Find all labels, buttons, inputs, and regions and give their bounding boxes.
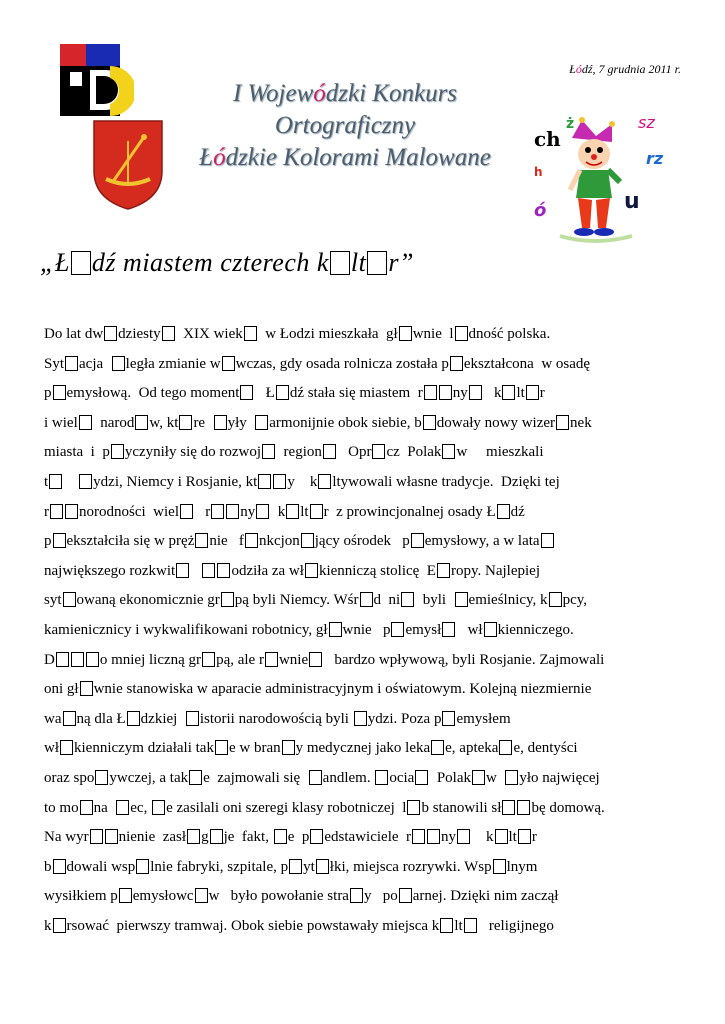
text-segment: e w bran: [228, 740, 281, 757]
text-segment: pą byli Niemcy. Wśr: [234, 592, 359, 609]
blank-box[interactable]: [286, 504, 299, 519]
letter-rz: rz: [646, 149, 664, 168]
text-segment: ny: [441, 829, 457, 846]
text-segment: ocia: [389, 769, 415, 786]
text-segment: kamienicznicy i wykwalifikowani robotnicy, gł: [44, 621, 328, 638]
text-segment: k: [44, 917, 52, 934]
text-segment: dzkiej: [140, 710, 185, 727]
blank-box[interactable]: [350, 888, 363, 903]
blank-box[interactable]: [360, 592, 373, 607]
blank-box[interactable]: [427, 829, 440, 844]
blank-box[interactable]: [499, 740, 512, 755]
text-segment: andlem.: [322, 769, 375, 786]
blank-box[interactable]: [423, 415, 436, 430]
text-line: [44, 675, 689, 705]
text-segment: y k: [287, 473, 318, 490]
text-segment: Ł: [254, 385, 275, 402]
text-segment: wnie p: [342, 621, 391, 638]
text-segment: Polak: [429, 769, 471, 786]
blank-box[interactable]: [65, 504, 78, 519]
text-segment: Syt: [44, 355, 65, 372]
title-line-3: Łódzkie Kolorami Malowane: [199, 144, 491, 171]
text-segment: emysł: [405, 621, 442, 638]
text-segment: b: [44, 858, 52, 875]
exercise-heading: „Ł dź miastem czterech k lt r”: [40, 248, 414, 277]
text-line: [44, 646, 689, 676]
blank-box[interactable]: [245, 533, 258, 548]
blank-box[interactable]: [244, 326, 257, 341]
text-line: [44, 705, 689, 735]
blank-box[interactable]: [289, 859, 302, 874]
blank-box[interactable]: [214, 415, 227, 430]
text-segment: dź stała się miastem r: [289, 385, 423, 402]
text-segment: w, kt: [149, 414, 179, 431]
text-segment: ny: [240, 503, 256, 520]
blank-box[interactable]: [329, 622, 342, 637]
text-line: [44, 438, 689, 468]
blank-box[interactable]: [442, 711, 455, 726]
blank-box[interactable]: [119, 888, 132, 903]
text-segment: nkcjon: [258, 533, 300, 550]
text-segment: dź: [510, 503, 525, 520]
blank-box[interactable]: [162, 326, 175, 341]
text-segment: w: [485, 769, 505, 786]
blank-box[interactable]: [309, 770, 322, 785]
blank-box[interactable]: [472, 770, 485, 785]
text-line: [44, 794, 689, 824]
blank-box[interactable]: [439, 385, 452, 400]
blank-box[interactable]: [455, 592, 468, 607]
text-segment: dowały nowy wizer: [436, 414, 556, 431]
text-segment: nienie zasł: [118, 829, 187, 846]
text-segment: je fakt,: [223, 829, 273, 846]
date: Łódź, 7 grudnia 2011 r.: [569, 62, 681, 76]
blank-box[interactable]: [518, 829, 531, 844]
blank-box[interactable]: [415, 770, 428, 785]
blank-box[interactable]: [323, 444, 336, 459]
blank-box[interactable]: [258, 474, 271, 489]
blank-box[interactable]: [440, 918, 453, 933]
blank-box[interactable]: [497, 504, 510, 519]
text-segment: yczyniły się do rozwoj: [124, 444, 262, 461]
blank-box[interactable]: [71, 652, 84, 667]
text-line: [44, 616, 689, 646]
text-segment: r: [539, 385, 545, 402]
blank-box[interactable]: [53, 533, 66, 548]
text-segment: d ni: [373, 592, 401, 609]
blank-box[interactable]: [541, 533, 554, 548]
text-segment: ny: [452, 385, 468, 402]
blank-box[interactable]: [282, 740, 295, 755]
text-segment: t: [44, 473, 49, 490]
text-line: [44, 912, 689, 942]
blank-box[interactable]: [195, 533, 208, 548]
text-segment: lnym: [506, 858, 538, 875]
blank-box[interactable]: [90, 829, 103, 844]
text-segment: wnie: [278, 651, 309, 668]
blank-box[interactable]: [63, 592, 76, 607]
text-line: [44, 320, 689, 350]
text-line: [44, 882, 689, 912]
blank-box[interactable]: [276, 385, 289, 400]
text-segment: norodności wiel: [79, 503, 179, 520]
blank-box[interactable]: [310, 829, 323, 844]
blank-box[interactable]: [86, 652, 99, 667]
blank-box[interactable]: [431, 740, 444, 755]
text-segment: Opr: [336, 444, 372, 461]
text-segment: D: [44, 651, 55, 668]
blank-box[interactable]: [273, 474, 286, 489]
blank-box[interactable]: [53, 918, 66, 933]
text-segment: bardzo wpływową, byli Rosjanie. Zajmowali: [323, 651, 605, 668]
letter-u: u: [624, 189, 640, 214]
text-segment: r: [193, 503, 211, 520]
text-segment: dziesty: [118, 326, 161, 342]
text-segment: i wiel: [44, 414, 78, 431]
blank-box[interactable]: [71, 251, 91, 275]
blank-box[interactable]: [424, 385, 437, 400]
text-segment: edstawiciele r: [324, 829, 412, 846]
blank-box[interactable]: [211, 504, 224, 519]
letter-z-dot: ż: [566, 116, 575, 132]
text-line: [44, 764, 689, 794]
text-segment: ropy. Najlepiej: [450, 562, 540, 579]
letter-ch: ch: [534, 127, 561, 151]
blank-box[interactable]: [411, 533, 424, 548]
blank-box[interactable]: [189, 770, 202, 785]
text-segment: lt: [300, 503, 309, 520]
text-segment: na: [93, 799, 116, 816]
blank-box[interactable]: [265, 652, 278, 667]
text-segment: armonijnie obok siebie, b: [269, 414, 422, 431]
blank-box[interactable]: [310, 504, 323, 519]
text-segment: bę domową.: [531, 799, 605, 816]
clown-illustration: [520, 112, 670, 247]
blank-box[interactable]: [135, 415, 148, 430]
blank-box[interactable]: [80, 681, 93, 696]
blank-box[interactable]: [442, 622, 455, 637]
text-segment: w Łodzi mieszkała gł: [257, 326, 398, 342]
text-segment: narod: [92, 414, 135, 431]
text-segment: Do lat dw: [44, 326, 104, 342]
text-segment: łki, miejsca rozrywki. Wsp: [329, 858, 492, 875]
text-segment: miasta i p: [44, 444, 110, 461]
text-segment: lt: [454, 917, 463, 934]
text-segment: wł: [44, 740, 59, 757]
letter-h: h: [534, 165, 543, 179]
blank-box[interactable]: [65, 356, 78, 371]
blank-box[interactable]: [372, 444, 385, 459]
text-segment: b stanowili sł: [421, 799, 502, 816]
blank-box[interactable]: [309, 652, 322, 667]
text-segment: e p: [287, 829, 310, 846]
text-segment: g: [201, 829, 209, 846]
text-segment: lt: [516, 385, 525, 402]
text-segment: wczas, gdy osada rolnicza została p: [235, 355, 449, 372]
text-segment: emysłową. Od tego moment: [66, 385, 240, 402]
text-segment: o mniej liczną gr: [99, 651, 202, 668]
text-line: [44, 586, 689, 616]
text-segment: k: [471, 829, 494, 846]
blank-box[interactable]: [56, 652, 69, 667]
blank-box[interactable]: [176, 563, 189, 578]
blank-box[interactable]: [63, 711, 76, 726]
text-segment: oraz spo: [44, 769, 95, 786]
text-segment: największego rozkwit: [44, 562, 176, 579]
coat-of-arms: [92, 119, 164, 211]
blank-box[interactable]: [210, 829, 223, 844]
blank-box[interactable]: [111, 444, 124, 459]
text-segment: kienniczym działali tak: [74, 740, 214, 757]
text-segment: p: [44, 533, 52, 550]
blank-box[interactable]: [549, 592, 562, 607]
blank-box[interactable]: [112, 356, 125, 371]
text-segment: w mieszkali: [456, 444, 544, 461]
blank-box[interactable]: [305, 563, 318, 578]
text-segment: pą, ale r: [216, 651, 264, 668]
blank-box[interactable]: [79, 415, 92, 430]
blank-box[interactable]: [354, 711, 367, 726]
text-segment: pcy,: [562, 592, 587, 609]
blank-box[interactable]: [262, 444, 275, 459]
text-segment: to mo: [44, 799, 79, 816]
text-segment: e zasilali oni szeregi klasy robotniczej l: [166, 799, 407, 816]
blank-box[interactable]: [255, 415, 268, 430]
blank-box[interactable]: [375, 770, 388, 785]
blank-box[interactable]: [53, 385, 66, 400]
blank-box[interactable]: [186, 711, 199, 726]
text-segment: emysłowy, a w lata: [424, 533, 540, 550]
text-line: [44, 853, 689, 883]
blank-box[interactable]: [330, 251, 350, 275]
text-segment: re: [193, 414, 213, 431]
text-segment: e zajmowali się: [203, 769, 308, 786]
text-segment: ydzi, Niemcy i Rosjanie, kt: [93, 473, 258, 490]
text-segment: legła zmianie w: [125, 355, 221, 372]
contest-title: [180, 78, 510, 174]
text-segment: k: [270, 503, 286, 520]
text-segment: byli: [415, 592, 454, 609]
text-segment: nek: [570, 414, 592, 431]
text-segment: lnie fabryki, szpitale, p: [150, 858, 289, 875]
blank-box[interactable]: [104, 326, 117, 341]
text-segment: yt: [303, 858, 315, 875]
text-segment: y po: [363, 888, 398, 905]
blank-box[interactable]: [367, 251, 387, 275]
text-segment: ekształciła się w pręż: [66, 533, 195, 550]
text-segment: wnie l: [412, 326, 454, 342]
text-segment: oni gł: [44, 681, 79, 698]
text-segment: wnie stanowiska w aparacie administracyjnym i oświatowym. Kolejną niezmiernie: [93, 681, 592, 698]
blank-box[interactable]: [484, 622, 497, 637]
text-segment: w było powołanie stra: [208, 888, 349, 905]
blank-box[interactable]: [79, 474, 92, 489]
blank-box[interactable]: [217, 563, 230, 578]
text-segment: wł: [456, 621, 483, 638]
text-segment: odziła za wł: [231, 562, 304, 579]
blank-box[interactable]: [221, 592, 234, 607]
blank-box[interactable]: [301, 533, 314, 548]
blank-box[interactable]: [195, 888, 208, 903]
text-segment: dność polska.: [468, 326, 551, 342]
blank-box[interactable]: [318, 474, 331, 489]
blank-box[interactable]: [202, 652, 215, 667]
text-segment: region: [276, 444, 322, 461]
text-line: [44, 498, 689, 528]
text-segment: istorii narodowością byli: [199, 710, 353, 727]
text-segment: arnej. Dzięki nim zaczął: [412, 888, 559, 905]
text-segment: cz Polak: [386, 444, 442, 461]
blank-box[interactable]: [401, 592, 414, 607]
text-segment: emieślnicy, k: [468, 592, 548, 609]
text-segment: ną dla Ł: [76, 710, 126, 727]
text-segment: ec,: [130, 799, 152, 816]
text-segment: [63, 474, 78, 490]
text-segment: acja: [79, 355, 111, 372]
blank-box[interactable]: [180, 504, 193, 519]
text-segment: emysłem: [456, 710, 511, 727]
text-segment: ydzi. Poza p: [367, 710, 442, 727]
text-segment: yły: [227, 414, 255, 431]
blank-box[interactable]: [60, 740, 73, 755]
text-segment: wa: [44, 710, 62, 727]
text-segment: emysłowc: [132, 888, 194, 905]
text-segment: XIX wiek: [175, 326, 243, 342]
blank-box[interactable]: [399, 888, 412, 903]
text-segment: dowali wsp: [66, 858, 136, 875]
blank-box[interactable]: [50, 504, 63, 519]
text-segment: rsować pierwszy tramwaj. Obok siebie powstawały miejsca k: [66, 917, 440, 934]
blank-box[interactable]: [505, 770, 518, 785]
blank-box[interactable]: [80, 800, 93, 815]
blank-box[interactable]: [464, 918, 477, 933]
text-line: [44, 409, 689, 439]
blank-box[interactable]: [437, 563, 450, 578]
text-segment: nie f: [209, 533, 244, 550]
text-segment: religijnego: [477, 917, 554, 934]
blank-box[interactable]: [105, 829, 118, 844]
text-line: [44, 379, 689, 409]
blank-box[interactable]: [502, 385, 515, 400]
text-line: [44, 823, 689, 853]
blank-box[interactable]: [391, 622, 404, 637]
text-segment: e, dentyści: [513, 740, 578, 757]
text-segment: yło najwięcej: [519, 769, 600, 786]
blank-box[interactable]: [179, 415, 192, 430]
blank-box[interactable]: [53, 859, 66, 874]
text-segment: k: [482, 385, 502, 402]
blank-box[interactable]: [187, 829, 200, 844]
text-line: [44, 468, 689, 498]
letter-o-acute: ó: [534, 200, 547, 221]
text-segment: y medycznej jako leka: [295, 740, 431, 757]
exercise-text: [44, 320, 689, 941]
text-line: [44, 527, 689, 557]
blank-box[interactable]: [493, 859, 506, 874]
blank-box[interactable]: [407, 800, 420, 815]
text-segment: lt: [508, 829, 517, 846]
letter-sz: sz: [638, 113, 655, 132]
text-segment: ltywowali własne tradycje. Dzięki tej: [332, 473, 560, 490]
text-line: [44, 734, 689, 764]
blank-box[interactable]: [399, 326, 412, 341]
blank-box[interactable]: [442, 444, 455, 459]
text-segment: r: [531, 829, 537, 846]
text-segment: [190, 563, 201, 579]
blank-box[interactable]: [502, 800, 515, 815]
blank-box[interactable]: [556, 415, 569, 430]
title-line-1: I Wojewódzki Konkurs: [232, 80, 458, 107]
text-segment: syt: [44, 592, 62, 609]
blank-box[interactable]: [455, 326, 468, 341]
blank-box[interactable]: [526, 385, 539, 400]
text-segment: ekształcona w osadę: [463, 355, 591, 372]
blank-box[interactable]: [450, 356, 463, 371]
text-segment: wysiłkiem p: [44, 888, 118, 905]
blank-box[interactable]: [226, 504, 239, 519]
blank-box[interactable]: [240, 385, 253, 400]
blank-box[interactable]: [412, 829, 425, 844]
blank-box[interactable]: [517, 800, 530, 815]
lodz-logo: [60, 44, 134, 116]
text-segment: jący ośrodek p: [314, 533, 410, 550]
text-line: [44, 557, 689, 587]
blank-box[interactable]: [127, 711, 140, 726]
text-segment: e, apteka: [445, 740, 499, 757]
blank-box[interactable]: [116, 800, 129, 815]
text-segment: kienniczą stolicę E: [318, 562, 436, 579]
blank-box[interactable]: [215, 740, 228, 755]
blank-box[interactable]: [316, 859, 329, 874]
blank-box[interactable]: [49, 474, 62, 489]
blank-box[interactable]: [152, 800, 165, 815]
blank-box[interactable]: [136, 859, 149, 874]
blank-box[interactable]: [495, 829, 508, 844]
text-segment: ywczej, a tak: [109, 769, 189, 786]
text-line: [44, 350, 689, 380]
text-segment: kienniczego.: [497, 621, 574, 638]
text-segment: r z prowincjonalnej osady Ł: [323, 503, 496, 520]
blank-box[interactable]: [469, 385, 482, 400]
blank-box[interactable]: [95, 770, 108, 785]
text-segment: r: [44, 503, 49, 520]
blank-box[interactable]: [457, 829, 470, 844]
blank-box[interactable]: [274, 829, 287, 844]
text-segment: Na wyr: [44, 829, 89, 846]
blank-box[interactable]: [202, 563, 215, 578]
blank-box[interactable]: [256, 504, 269, 519]
title-line-2: Ortograficzny: [274, 112, 416, 139]
blank-box[interactable]: [222, 356, 235, 371]
text-segment: p: [44, 385, 52, 402]
text-segment: owaną ekonomicznie gr: [76, 592, 220, 609]
